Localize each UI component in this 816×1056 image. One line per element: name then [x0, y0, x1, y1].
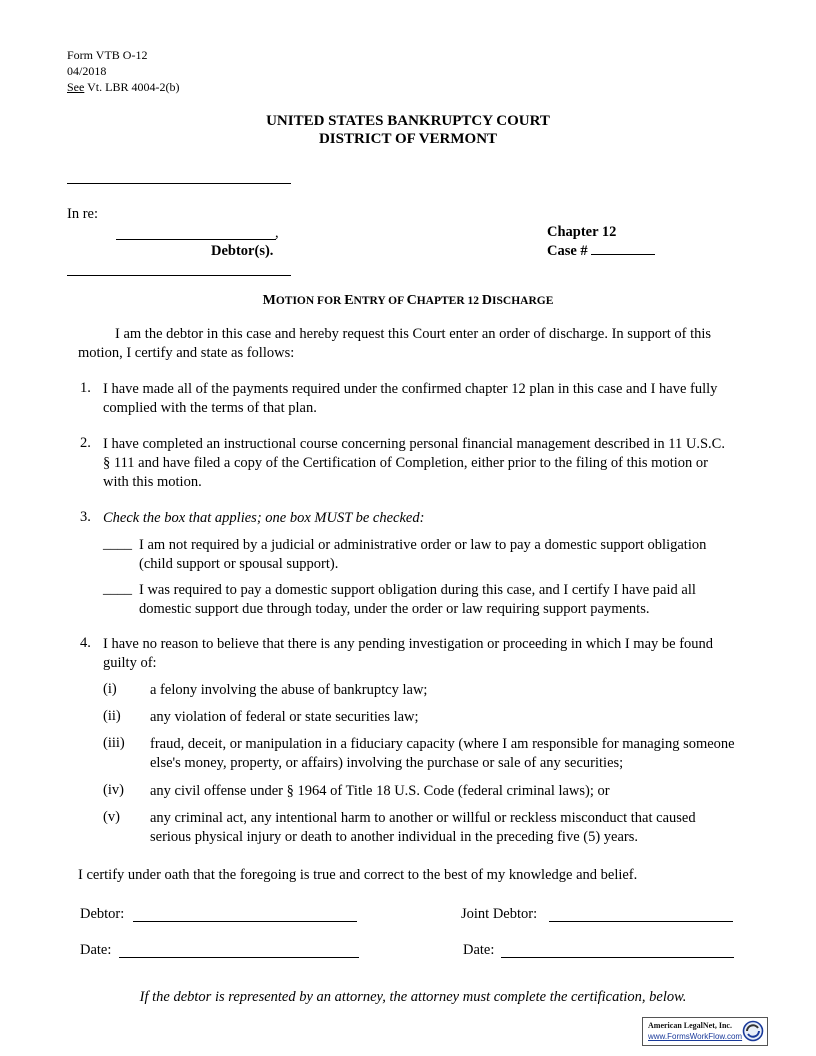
- subitem-text: any criminal act, any intentional harm to another or willful or reckless misconduct that caused serious physical injury or death to another individual in the preceding five (5) years.: [150, 810, 696, 845]
- see-signal: See: [67, 80, 85, 94]
- item-number: 4.: [80, 635, 91, 651]
- debtor-date-label: Date:: [80, 942, 112, 958]
- title-part-4: ISCHARGE: [492, 295, 554, 307]
- debtor-signature-line[interactable]: [133, 921, 357, 922]
- title-cap-e: E: [344, 293, 354, 308]
- title-part-2: NTRY OF: [353, 295, 407, 307]
- case-number: [547, 243, 655, 260]
- logo-url[interactable]: www.FormsWorkFlow.com: [648, 1032, 743, 1041]
- motion-title: [0, 293, 816, 309]
- rule-cite: Vt. LBR 4004-2(b): [84, 80, 180, 94]
- item-number: 2.: [80, 435, 91, 451]
- intro-paragraph: I am the debtor in this case and hereby request this Court enter an order of discharge. In support of this motion, I certify and state as follows:: [78, 326, 712, 361]
- subitem-text: any civil offense under § 1964 of Title 18 U.S. Code (federal criminal laws); or: [150, 783, 610, 799]
- title-part-3: HAPTER 12: [416, 295, 482, 307]
- caption-bottom-rule: [67, 275, 291, 276]
- case-number-label: Case #: [547, 243, 588, 259]
- subitem-text: fraud, deceit, or manipulation in a fiduciary capacity (where I am responsible for managing someone else's money, property, or affairs) involving the purchase or sale of any securities;: [150, 736, 735, 771]
- publisher-logo[interactable]: [642, 1017, 768, 1046]
- title-part-1: OTION FOR: [275, 295, 345, 307]
- debtors-label: Debtor(s).: [211, 243, 274, 259]
- check-blank[interactable]: ____: [103, 581, 132, 597]
- logo-swirl-icon: [742, 1020, 764, 1042]
- item-text-instruction: Check the box that applies; one box MUST be checked:: [103, 510, 425, 526]
- case-number-field[interactable]: [591, 254, 655, 255]
- title-cap-c: C: [406, 293, 417, 308]
- subitem-number: (iv): [103, 782, 124, 798]
- subitem-number: (i): [103, 681, 117, 697]
- form-id: Form VTB O-12: [67, 48, 148, 62]
- joint-debtor-signature-label: Joint Debtor:: [461, 906, 538, 922]
- check-option-text: I was required to pay a domestic support obligation during this case, and I certify I have paid all domestic support due through today, under the order or law requiring support payments.: [139, 582, 696, 617]
- item-text: I have no reason to believe that there is any pending investigation or proceeding in which I may be found guilty of:: [103, 636, 714, 671]
- logo-company: American LegalNet, Inc.: [648, 1021, 732, 1030]
- local-rule-ref: [67, 79, 179, 95]
- caption-comma: ,: [275, 225, 279, 241]
- subitem-text: any violation of federal or state securities law;: [150, 709, 419, 725]
- check-blank[interactable]: ____: [103, 536, 132, 552]
- joint-debtor-date-label: Date:: [463, 942, 495, 958]
- joint-debtor-date-line[interactable]: [501, 957, 734, 958]
- item-number: 3.: [80, 509, 91, 525]
- subitem-number: (v): [103, 809, 120, 825]
- debtor-name-line[interactable]: [116, 239, 276, 240]
- court-name: UNITED STATES BANKRUPTCY COURT: [266, 113, 550, 129]
- debtor-date-line[interactable]: [119, 957, 359, 958]
- in-re-label: In re:: [67, 206, 98, 222]
- subitem-text: a felony involving the abuse of bankruptcy law;: [150, 682, 428, 698]
- subitem-number: (ii): [103, 708, 121, 724]
- joint-debtor-signature-line[interactable]: [549, 921, 733, 922]
- title-cap-m: M: [262, 293, 276, 308]
- check-option-text: I am not required by a judicial or administrative order or law to pay a domestic support obligation (child support or spousal support).: [139, 537, 707, 572]
- subitem-number: (iii): [103, 735, 125, 751]
- debtor-signature-label: Debtor:: [80, 906, 125, 922]
- title-cap-d: D: [481, 293, 493, 308]
- item-text: I have made all of the payments required under the confirmed chapter 12 plan in this case and I have fully complied with the terms of that plan.: [103, 381, 718, 416]
- chapter-label: Chapter 12: [547, 224, 617, 240]
- item-text: I have completed an instructional course concerning personal financial management described in 11 U.S.C. § 111 and have filed a copy of the Certification of Completion, either prior to the filing of this motion or with this motion.: [103, 436, 725, 490]
- item-number: 1.: [80, 380, 91, 396]
- form-date: 04/2018: [67, 64, 107, 78]
- oath-statement: I certify under oath that the foregoing is true and correct to the best of my knowledge and belief.: [78, 867, 638, 883]
- court-district: DISTRICT OF VERMONT: [318, 131, 498, 147]
- caption-top-rule: [67, 183, 291, 184]
- attorney-note: If the debtor is represented by an attorney, the attorney must complete the certification, below.: [139, 989, 687, 1005]
